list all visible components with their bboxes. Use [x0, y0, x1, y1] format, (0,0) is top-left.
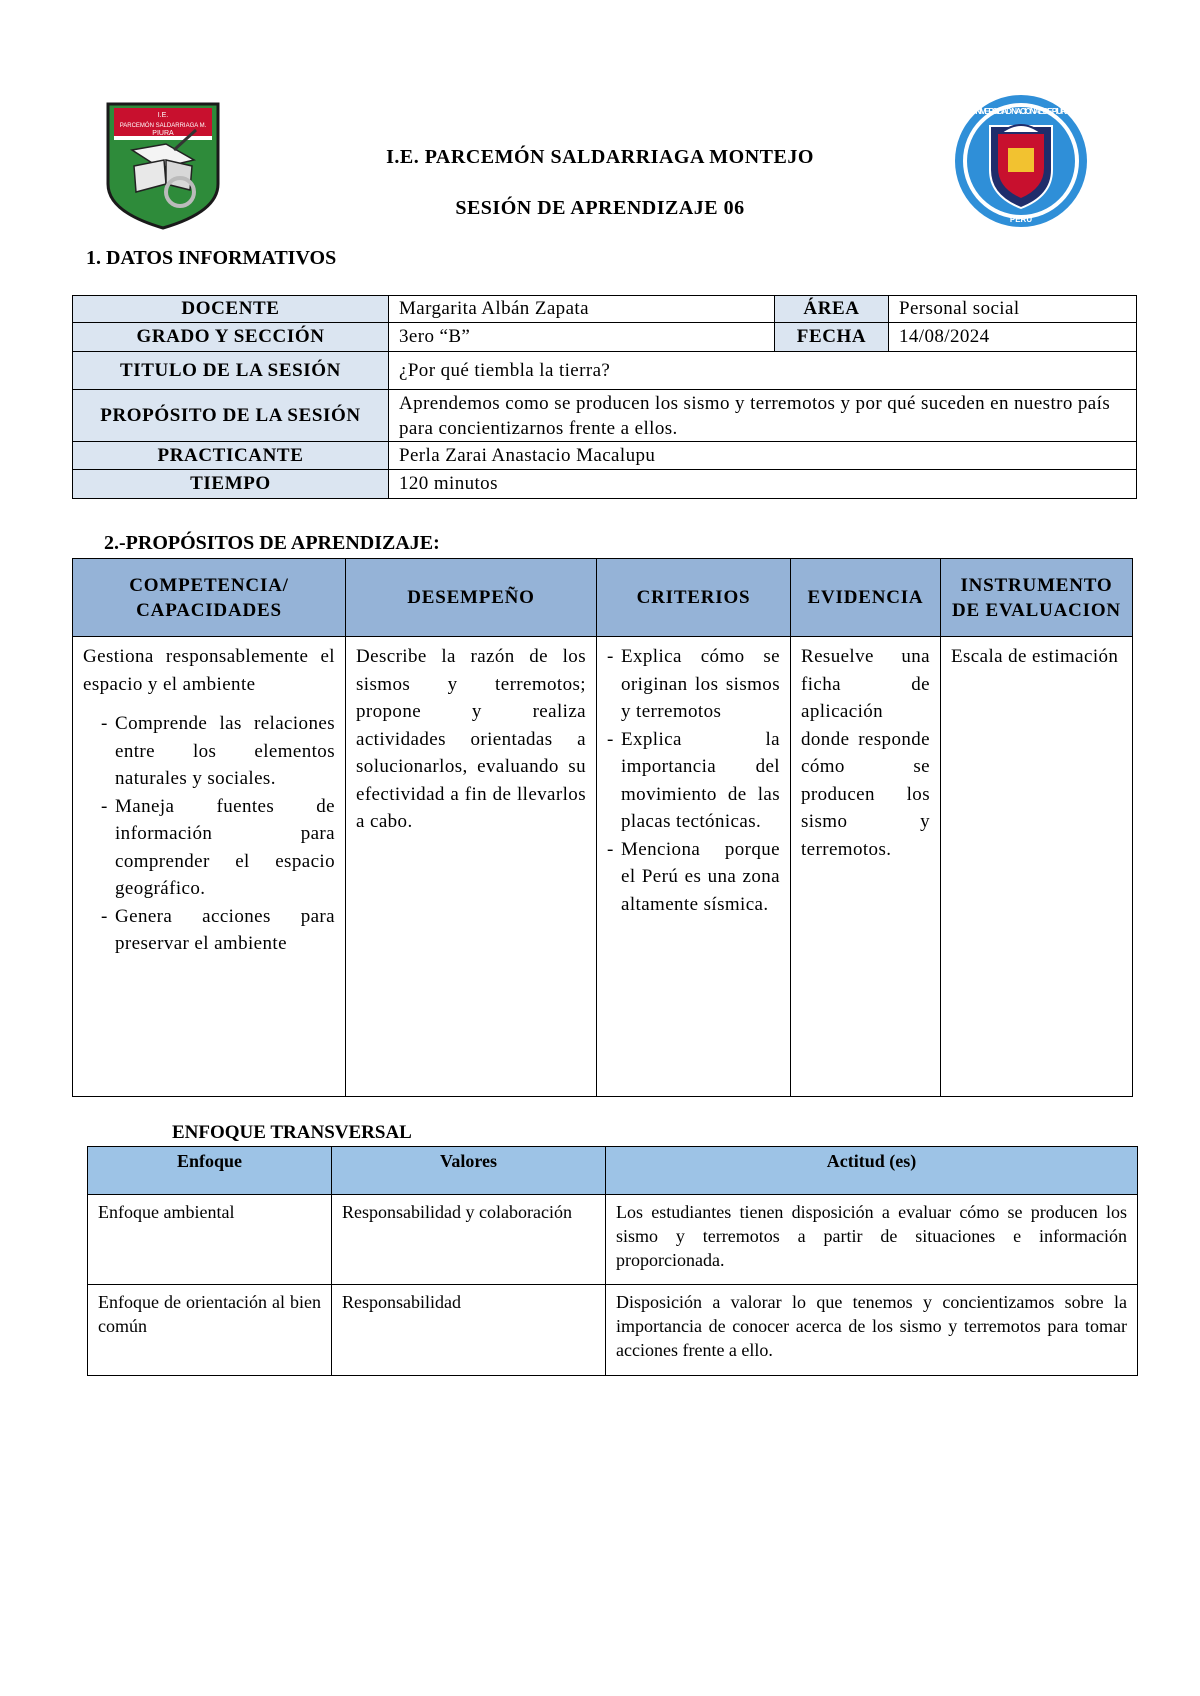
datos-informativos-table [72, 295, 1137, 499]
school-name: I.E. PARCEMÓN SALDARRIAGA MONTEJO [386, 146, 814, 168]
capacidades-list [83, 710, 335, 958]
enfoque-transversal-table [87, 1146, 1138, 1376]
section3-heading: ENFOQUE TRANSVERSAL [172, 1122, 412, 1143]
practicante-label: PRACTICANTE [73, 442, 389, 470]
table-row [88, 1285, 1138, 1376]
list-item: - Explica la importancia del movimiento de las placas tectónicas. [607, 728, 780, 832]
fecha-value: 14/08/2024 [889, 323, 1137, 352]
header-valores: Valores [332, 1147, 606, 1195]
desempeno-cell: Describe la razón de los sismos y terremotos; propone y realiza actividades orientadas a solucionarlos, evaluando su efectividad a fin de llevarlos a cabo. [346, 637, 597, 1097]
list-item: - Menciona porque el Perú es una zona altamente sísmica. [607, 838, 780, 915]
list-item: - Explica cómo se originan los sismos y terremotos [607, 646, 780, 722]
docente-label: DOCENTE [73, 296, 389, 323]
criterios-cell [597, 637, 791, 1097]
header-actitudes: Actitud (es) [606, 1147, 1138, 1195]
school-crest-logo [104, 100, 222, 230]
svg-text:PARCEMÓN SALDARRIAGA M.: PARCEMÓN SALDARRIAGA M. [119, 123, 207, 129]
competencia-cell [73, 637, 346, 1097]
list-item: - Maneja fuentes de información para comprender el espacio geográfico. [101, 795, 335, 899]
titulo-value: ¿Por qué tiembla la tierra? [389, 352, 1137, 390]
svg-text:I.E.: I.E. [157, 112, 169, 119]
area-value: Personal social [889, 296, 1137, 323]
proposito-label: PROPÓSITO DE LA SESIÓN [73, 390, 389, 442]
svg-text:PERU: PERU [1009, 215, 1033, 224]
docente-value: Margarita Albán Zapata [389, 296, 775, 323]
actitud-cell: Los estudiantes tienen disposición a evaluar cómo se producen los sismo y terremotos a partir de situaciones e información proporcionada. [606, 1195, 1138, 1285]
area-label: ÁREA [775, 296, 889, 323]
list-item: - Genera acciones para preservar el ambiente [101, 905, 335, 954]
header-criterios: CRITERIOS [597, 559, 791, 637]
enfoque-cell: Enfoque ambiental [88, 1195, 332, 1285]
propositos-table [72, 558, 1133, 1097]
instrumento-cell: Escala de estimación [941, 637, 1133, 1097]
evidencia-cell: Resuelve una ficha de aplicación donde responde cómo se producen los sismo y terremotos. [791, 637, 941, 1097]
table-row [88, 1195, 1138, 1285]
tiempo-value: 120 minutos [389, 470, 1137, 499]
grado-label: GRADO Y SECCIÓN [73, 323, 389, 352]
university-seal-logo [952, 92, 1090, 230]
criterios-list [607, 643, 780, 918]
session-title: SESIÓN DE APRENDIZAJE 06 [455, 197, 745, 219]
valores-cell: Responsabilidad [332, 1285, 606, 1376]
competencia-intro: Gestiona responsablemente el espacio y el ambiente [83, 646, 335, 695]
enfoque-cell: Enfoque de orientación al bien común [88, 1285, 332, 1376]
grado-value: 3ero “B” [389, 323, 775, 352]
list-item: - Comprende las relaciones entre los elementos naturales y sociales. [101, 713, 335, 789]
valores-cell: Responsabilidad y colaboración [332, 1195, 606, 1285]
section2-heading: 2.-PROPÓSITOS DE APRENDIZAJE: [104, 532, 440, 554]
header-instrumento: INSTRUMENTO DE EVALUACION [941, 559, 1133, 637]
actitud-cell: Disposición a valorar lo que tenemos y concientizamos sobre la importancia de conocer acerca de los sismo y terremotos para tomar acciones frente a ello. [606, 1285, 1138, 1376]
svg-text:UNIVERSIDAD NACIONAL DE PIURA: UNIVERSIDAD NACIONAL DE PIURA [971, 107, 1071, 116]
fecha-label: FECHA [775, 323, 889, 352]
header-enfoque: Enfoque [88, 1147, 332, 1195]
practicante-value: Perla Zarai Anastacio Macalupu [389, 442, 1137, 470]
header-competencia: COMPETENCIA/ CAPACIDADES [73, 559, 346, 637]
header-evidencia: EVIDENCIA [791, 559, 941, 637]
proposito-value: Aprendemos como se producen los sismo y terremotos y por qué suceden en nuestro país para concientizarnos frente a ellos. [389, 390, 1137, 442]
header-desempeno: DESEMPEÑO [346, 559, 597, 637]
section1-heading: 1. DATOS INFORMATIVOS [86, 247, 337, 269]
titulo-label: TITULO DE LA SESIÓN [73, 352, 389, 390]
tiempo-label: TIEMPO [73, 470, 389, 499]
svg-text:PIURA: PIURA [152, 130, 174, 137]
